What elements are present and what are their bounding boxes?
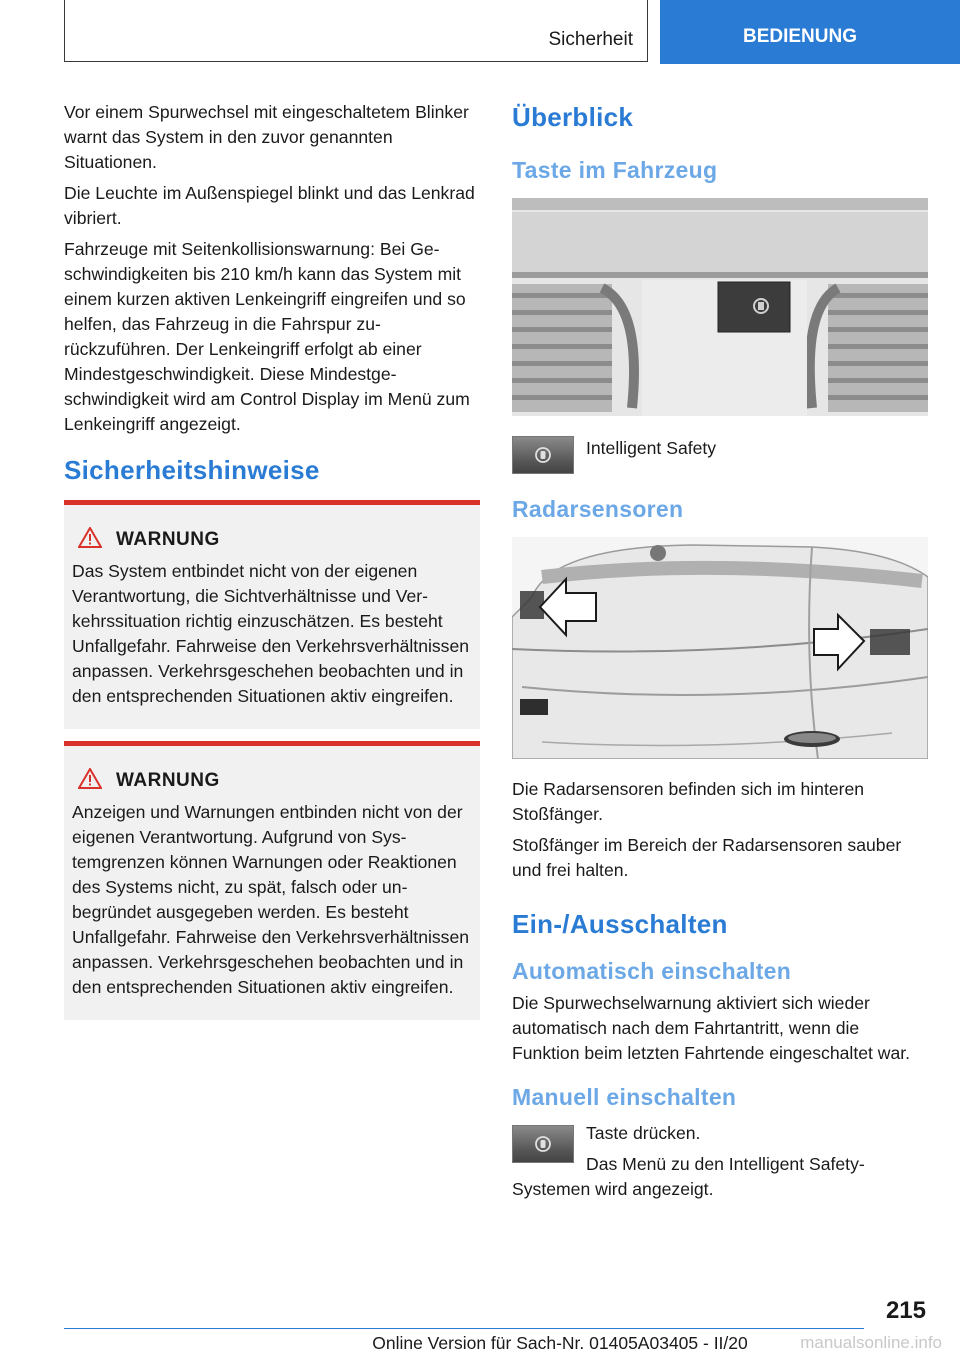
overview-heading: Überblick [512,102,634,132]
safety-heading: Sicherheitshinweise [64,455,320,485]
intelligent-safety-button-icon [512,1125,574,1163]
button-legend [512,436,928,474]
warning-title [72,527,472,553]
warning-text: Anzeigen und Warnungen entbinden nicht von der eigenen Verantwortung. Aufgrund von Systemgrenzen können Warnungen oder Reaktionen des Systems nicht, zu spät, falsch oder unbegründet ausgegeben werden. Es besteht Unfallgefahr. Fahrweise den Verkehrsverhältnissen anpassen. Verkehrsgeschehen beobachten und in den entsprechenden Situationen aktiv eingreifen. [72,802,470,997]
right-column [512,100,928,1208]
paragraph: Die Leuchte im Außenspiegel blinkt und das Lenkrad vibriert. [64,183,475,228]
section-title: Sicherheit [548,29,633,50]
page-number: 215 [885,1297,926,1324]
warning-title [72,768,472,794]
warning-label: WARNUNG [116,529,220,550]
manual-step-2-end: Systemen wird angezeigt. [512,1179,714,1199]
button-heading: Taste im Fahrzeug [512,157,718,183]
manual-heading: Manuell einschalten [512,1084,737,1110]
warning-box [64,741,480,1020]
dashboard-button-image [512,198,928,416]
footer-divider [64,1328,864,1329]
auto-heading: Automatisch einschalten [512,958,792,984]
radar-paragraph: Stoßfänger im Bereich der Radarsensoren sauber und frei halten. [512,835,902,880]
intelligent-safety-button-icon [512,436,574,474]
warning-box [64,500,480,729]
button-caption: Intelligent Safety [586,438,717,458]
paragraph: Fahrzeuge mit Seitenkollisionswarnung: Bei Geschwindigkeiten bis 210 km/h kann das System mit einem kurzen aktiven Lenkeingriff eingreifen und so helfen, das Fahrzeug in die Fahrspur zurückzuführen. Der Lenkeingriff erfolgt ab einer Mindestgeschwindigkeit. Diese Mindestgeschwindigkeit wird am Control Display im Menü zum Lenkeingriff angezeigt. [64,239,470,434]
warning-text: Das System entbindet nicht von der eigenen Verantwortung, die Sichtverhältnisse und Verkehrssituation richtig einzuschätzen. Es besteht Unfallgefahr. Fahrweise den Verkehrsverhältnissen anpassen. Verkehrsgeschehen beobachten und in den entsprechenden Situationen aktiv eingreifen. [72,561,470,706]
radar-paragraph: Die Radarsensoren befinden sich im hinteren Stoßfänger. [512,779,865,824]
onoff-heading: Ein-/Ausschalten [512,909,728,939]
rear-bumper-image [512,537,928,759]
radar-heading: Radarsensoren [512,496,684,522]
manual-step-2-start: Das Menü zu den Intelligent Safety- [586,1154,865,1174]
header-tab [64,0,648,62]
footer-text: Online Version für Sach-Nr. 01405A03405 - II/20 [372,1333,748,1353]
manual-step-1: Taste drücken. [586,1123,701,1143]
watermark: manualsonline.info [800,1333,942,1352]
auto-text: Die Spurwechselwarnung aktiviert sich wieder automatisch nach dem Fahrtantritt, wenn die Funktion beim letzten Fahrtende eingeschaltet war. [512,993,911,1063]
left-column [64,100,480,1020]
warning-triangle-icon [78,527,102,553]
manual-step [512,1121,928,1177]
paragraph: Vor einem Spurwechsel mit eingeschaltetem Blinker warnt das System in den zuvor genannten Situationen. [64,102,469,172]
chapter-tab: BEDIENUNG [660,0,960,64]
warning-label: WARNUNG [116,770,220,791]
warning-triangle-icon [78,768,102,794]
